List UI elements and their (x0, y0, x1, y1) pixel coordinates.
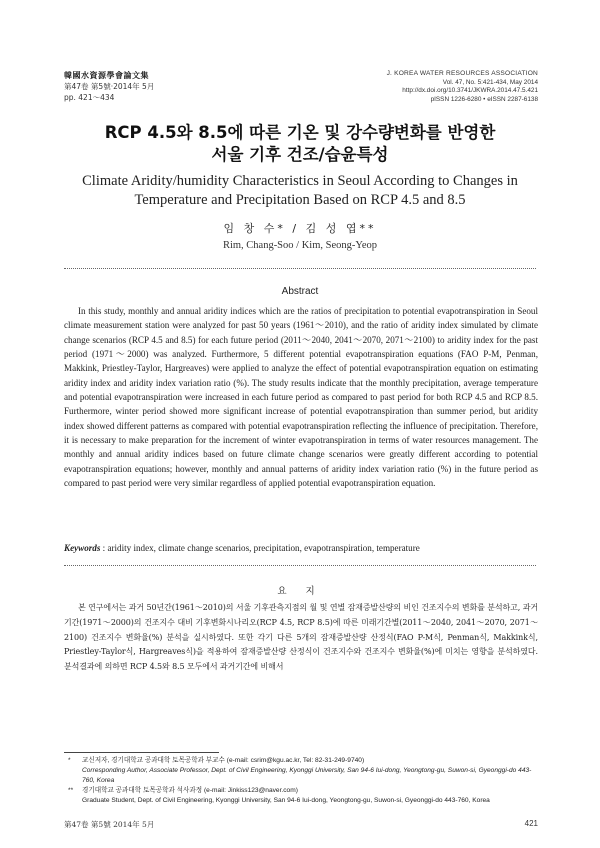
title-korean-line1: RCP 4.5와 8.5에 따른 기온 및 강수량변화를 반영한 (104, 123, 496, 142)
journal-name-ko: 韓國水資源學會論文集 (64, 71, 149, 80)
abstract-heading: Abstract (281, 286, 319, 297)
footnote-mark-1: * (68, 757, 71, 764)
title-english-line1: Climate Aridity/humidity Characteristics in Seoul According to Changes in (82, 173, 518, 189)
footnotes (64, 756, 540, 806)
pages-line: pp. 421～434 (64, 93, 115, 102)
journal-header-right (387, 70, 538, 104)
title-english-line2: Temperature and Precipitation Based on RCP 4.5 and 8.5 (134, 192, 466, 208)
page-number: 421 (524, 819, 538, 828)
korean-abstract-body: 본 연구에서는 과거 50년간(1961～2010)의 서울 기후관측지점의 월 및 연별 잠재증발산량의 비인 건조지수의 변화를 분석하고, 과거기간(1971～2000)의 건조지수 대비 기후변화시나리오(RCP 4.5, RCP 8.5)에 따른 미래기간별(2011～2040, 2041～2070, 2071～2100) 건조지수 변화율(%) 분석을 실시하였다. 또한 각기 다른 5개의 잠재증발산량 산정식(FAO P-M식, Penman식, Makkink식, Priestley-Taylor식, Hargreaves식)을 적용하여 잠재증발산량 산정식이 건조지수와 건조지수 변화율(%)에 미치는 영향을 분석하였다. 분석결과에 의하면 RCP 4.5와 8.5 모두에서 과거기간에 비해서 (64, 603, 538, 672)
footnote-2-korean: 경기대학교 공과대학 토목공학과 석사과정 (e-mail: Jinkiss123@naver.com) (82, 787, 298, 794)
footnote-graduate-student (64, 786, 540, 806)
doi-link[interactable]: http://dx.doi.org/10.3741/JKWRA.2014.47.5.421 (402, 87, 538, 95)
footnote-corresponding-author (64, 756, 540, 786)
divider-top (64, 268, 536, 269)
authors-english: Rim, Chang-Soo / Kim, Seong-Yeop (222, 240, 378, 251)
authors-korean: 임 창 수* / 김 성 엽** (223, 222, 377, 235)
footer-issue: 第47卷 第5號 2014年 5月 (64, 820, 155, 829)
title-english (0, 172, 600, 210)
volume-line-en: Vol. 47, No. 5:421-434, May 2014 (442, 78, 538, 86)
abstract-body: In this study, monthly and annual aridity indices which are the ratios of precipitation to potential evapotranspiration in Seoul climate measurement station were analyzed for past 50 years (1961～2010), and the ratio of aridity index simulated by climate change scenarios (RCP 4.5 and 8.5) for each future period (2011～2040, 2041～2070, 2071～2100) to aridity index for the past period (1971～2000) was analyzed. Furthermore, 5 different potential evapotranspiration equations (FAO P-M, Penman, Makkink, Priestley-Taylor, Hargreaves) were applied to analyze the effect of potential evapotranspiration equation on estimating aridity index and aridity index variation ratio (%). The study results indicate that the monthly precipitation, average temperature and potential evapotranspiration were increased in each future period as compared to past period for both RCP 4.5 and RCP 8.5. Furthermore, winter period showed more significant increase of potential evapotranspiration than summer period, but aridity index showed different patterns as compared with potential evapotranspiration reflecting the influence of precipitation. Therefore, it is necessary to make preparation for the increment of winter evapotranspiration in terms of water resources management. The monthly and annual aridity indices based on future climate change scenarios were greatly different according to potential evapotranspiration equations; however, monthly and annual patterns of aridity index variation ratio (%) in the future period as compared to past period were very similar regardless of applied potential evapotranspiration equation. (64, 306, 538, 489)
issn-line: pISSN 1226-6280 • eISSN 2287-6138 (430, 95, 538, 103)
footnote-1-korean: 교신저자, 경기대학교 공과대학 토목공학과 부교수 (e-mail: csrim@kgu.ac.kr, Tel: 82-31-249-9740) (82, 757, 365, 764)
title-korean (0, 122, 600, 166)
keywords-label: Keywords (64, 543, 101, 553)
footnote-rule (64, 752, 219, 753)
title-korean-line2: 서울 기후 건조/습윤특성 (211, 145, 389, 164)
divider-middle (64, 565, 536, 566)
footnote-2-english: Graduate Student, Dept. of Civil Engineering, Kyonggi University, San 94-6 Iui-dong, Yeongtong-gu, Suwon-si, Gyeonggi-do 443-760, Korea (82, 797, 490, 804)
journal-header-left (64, 70, 154, 103)
footnote-1-english: Corresponding Author, Associate Professor, Dept. of Civil Engineering, Kyonggi University, San 94-6 Iui-dong, Yeongtong-gu, Suwon-si, Gyeonggi-do 443-760, Korea (82, 767, 532, 784)
journal-name-en: J. KOREA WATER RESOURCES ASSOCIATION (386, 70, 538, 77)
korean-abstract-heading: 요 지 (277, 586, 323, 597)
keywords-line (64, 543, 538, 553)
volume-line-ko: 第47卷 第5號·2014年 5月 (64, 82, 155, 91)
footnote-mark-2: ** (68, 787, 74, 794)
keywords-text: : aridity index, climate change scenarios, precipitation, evapotranspiration, temperature (100, 543, 420, 553)
